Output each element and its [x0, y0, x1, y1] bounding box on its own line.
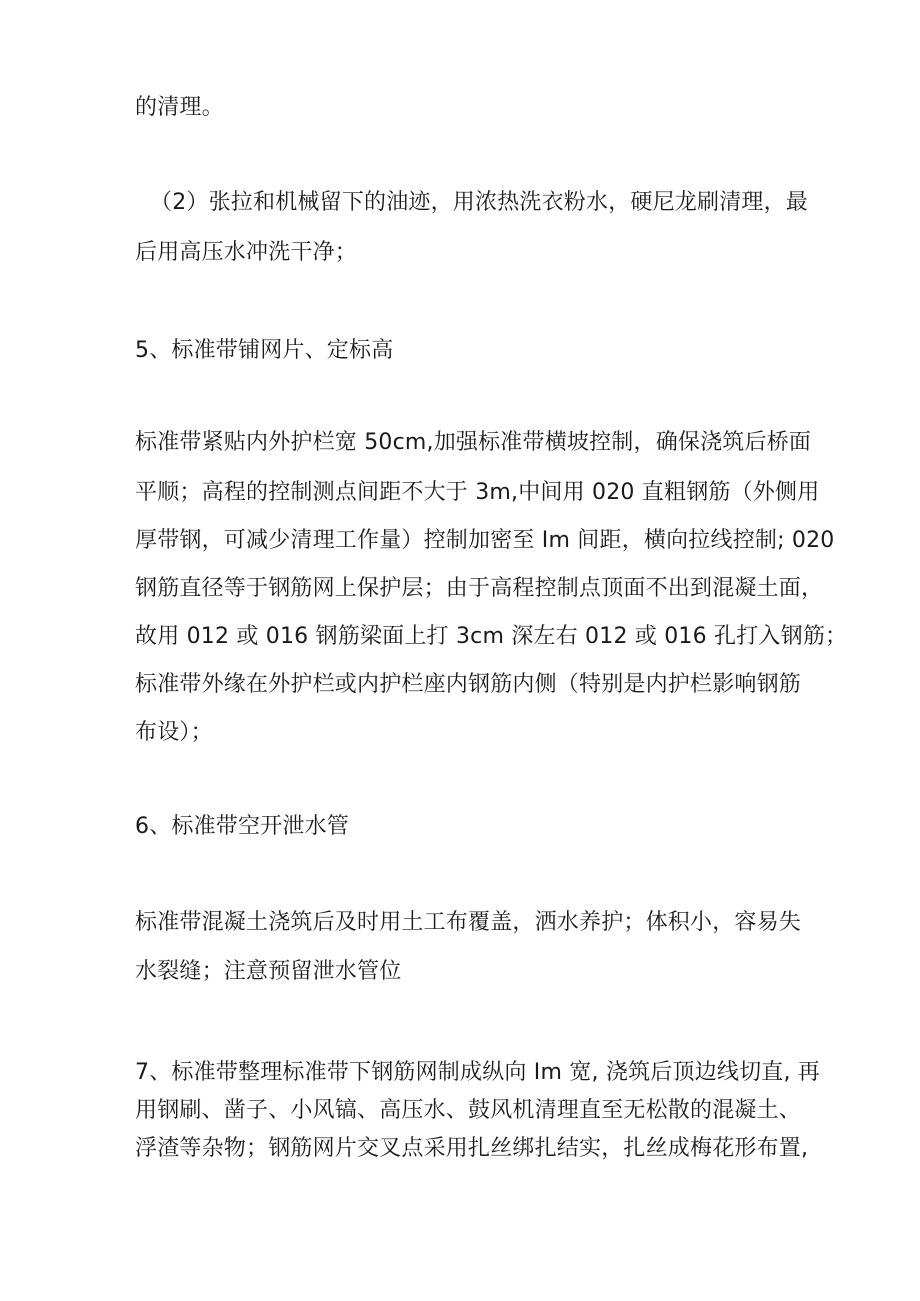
paragraph-line: 标准带混凝土浇筑后及时用土工布覆盖，洒水养护；体积小，容易失 [135, 910, 802, 935]
paragraph-line: 的清理。 [135, 95, 224, 120]
paragraph-line: 布设）； [135, 720, 213, 745]
paragraph-line: 水裂缝；注意预留泄水管位 [135, 959, 402, 984]
paragraph-line: 故用 012 或 016 钢筋梁面上打 3cm 深左右 012 或 016 孔打入钢筋； [135, 624, 848, 649]
section-heading-5: 5、标准带铺网片、定标高 [135, 338, 394, 363]
paragraph-line: 用钢刷、凿子、小风镐、高压水、鼓风机清理直至无松散的混凝土、 [135, 1098, 802, 1123]
paragraph-line: 钢筋直径等于钢筋网上保护层；由于高程控制点顶面不出到混凝土面， [135, 576, 824, 601]
paragraph-line: 7、标准带整理标准带下钢筋网制成纵向 Im 宽, 浇筑后顶边线切直, 再 [135, 1060, 821, 1085]
paragraph-line: 后用高压水冲洗干净； [135, 240, 358, 265]
paragraph-line: 标准带紧贴内外护栏宽 50cm,加强标准带横坡控制，确保浇筑后桥面 [135, 430, 812, 455]
section-heading-6: 6、标准带空开泄水管 [135, 814, 349, 839]
paragraph-line: 厚带钢，可减少清理工作量）控制加密至 Im 间距，横向拉线控制; 020 [135, 528, 835, 553]
paragraph-line: 标准带外缘在外护栏或内护栏座内钢筋内侧（特别是内护栏影响钢筋 [135, 672, 802, 697]
paragraph-line: 浮渣等杂物；钢筋网片交叉点采用扎丝绑扎结实，扎丝成梅花形布置, [135, 1136, 809, 1161]
paragraph-line: 平顺；高程的控制测点间距不大于 3m,中间用 020 直粗钢筋（外侧用 [135, 480, 820, 505]
paragraph-line: （2）张拉和机械留下的油迹，用浓热洗衣粉水，硬尼龙刷清理，最 [150, 190, 808, 215]
